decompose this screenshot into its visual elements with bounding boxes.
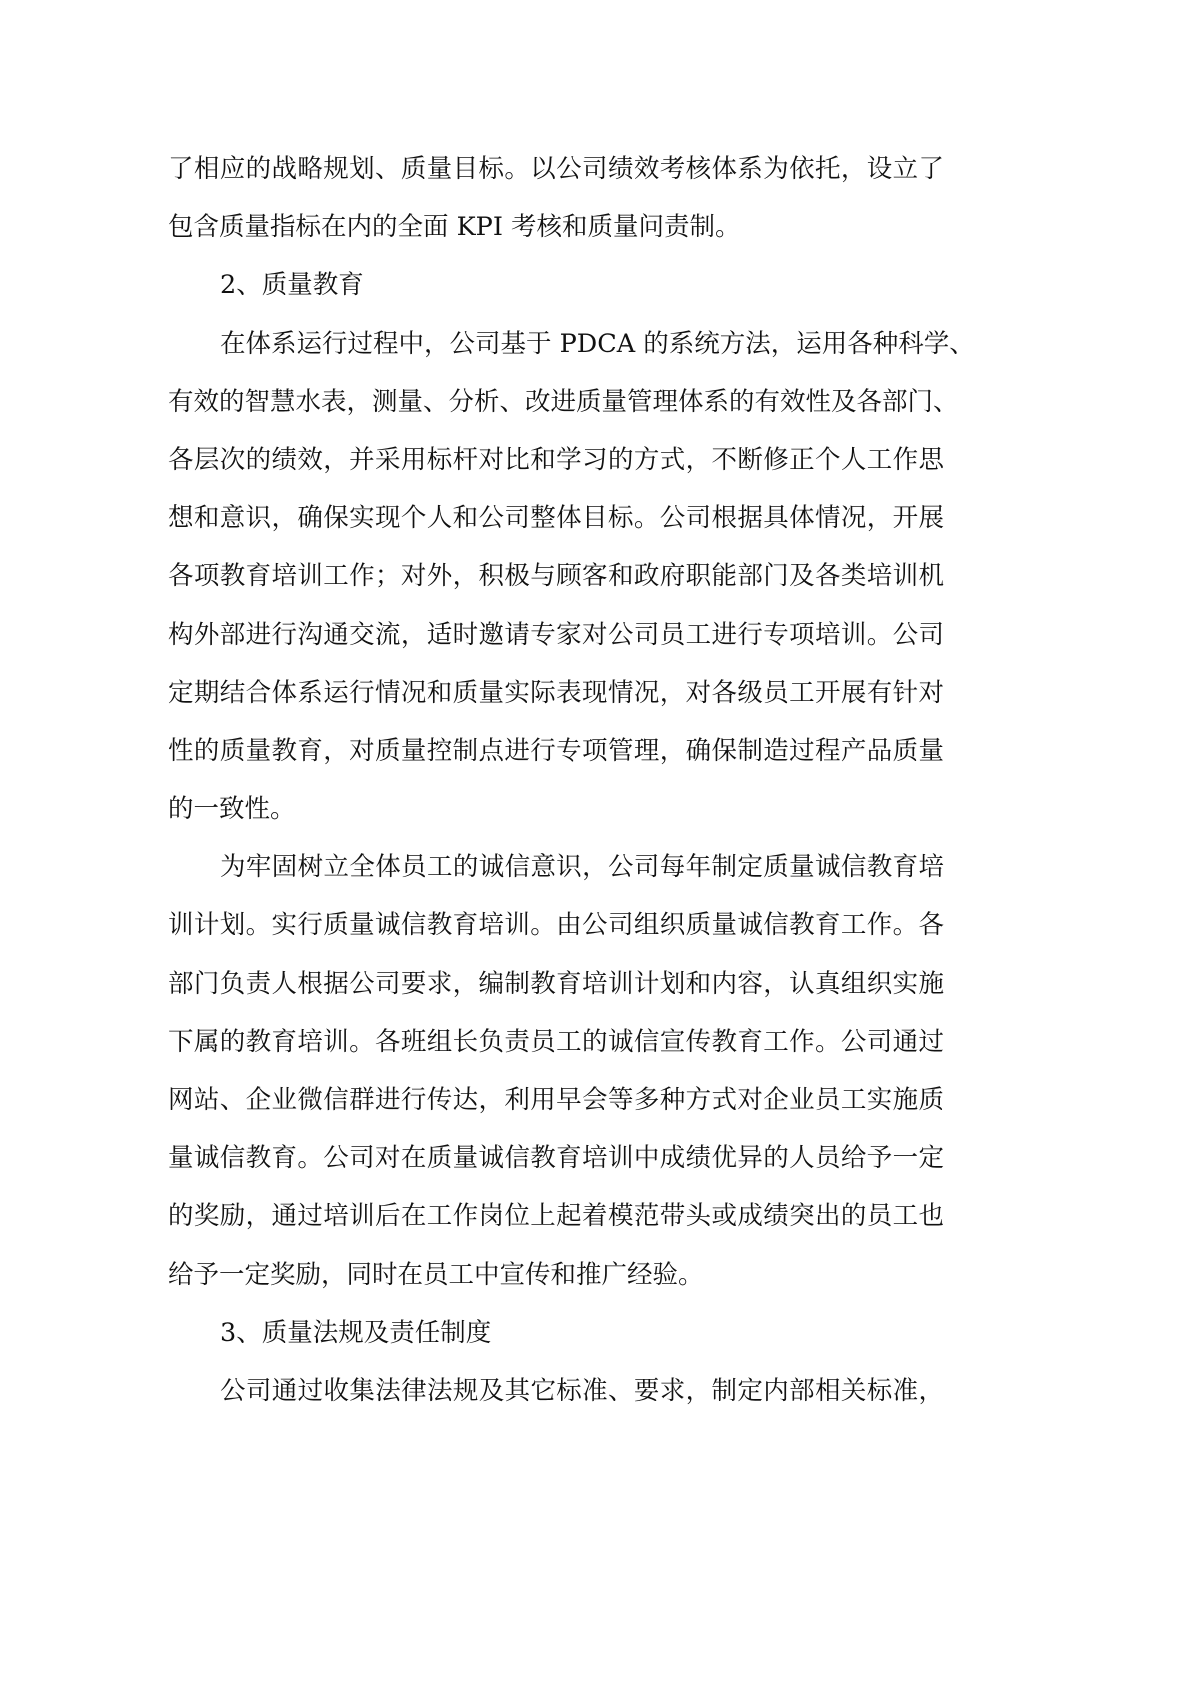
document-page bbox=[168, 140, 975, 1420]
paragraph-continuation bbox=[168, 140, 944, 256]
text-line: 定期结合体系运行情况和质量实际表现情况，对各级员工开展有针对 bbox=[168, 677, 944, 708]
text-line: 的一致性。 bbox=[168, 794, 296, 825]
paragraph-regulations bbox=[168, 1362, 944, 1420]
paragraph-integrity-training bbox=[168, 838, 944, 1304]
text-line: 了相应的战略规划、质量目标。以公司绩效考核体系为依托，设立了 bbox=[168, 154, 944, 184]
section-heading-quality-education: 2、质量教育 bbox=[220, 270, 364, 301]
text-line: 各层次的绩效，并采用标杆对比和学习的方式，不断修正个人工作思 bbox=[168, 444, 944, 475]
text-line: 的奖励，通过培训后在工作岗位上起着模范带头或成绩突出的员工也 bbox=[168, 1201, 944, 1232]
text-line: 为牢固树立全体员工的诚信意识，公司每年制定质量诚信教育培 bbox=[220, 852, 944, 883]
text-line: 量诚信教育。公司对在质量诚信教育培训中成绩优异的人员给予一定 bbox=[168, 1143, 944, 1174]
text-line: 在体系运行过程中，公司基于 PDCA 的系统方法，运用各种科学、 bbox=[220, 328, 975, 359]
text-line: 性的质量教育，对质量控制点进行专项管理，确保制造过程产品质量 bbox=[168, 735, 944, 766]
text-line: 下属的教育培训。各班组长负责员工的诚信宣传教育工作。公司通过 bbox=[168, 1026, 944, 1057]
text-line: 构外部进行沟通交流，适时邀请专家对公司员工进行专项培训。公司 bbox=[168, 619, 944, 650]
text-line: 想和意识，确保实现个人和公司整体目标。公司根据具体情况，开展 bbox=[168, 503, 944, 534]
text-line: 网站、企业微信群进行传达，利用早会等多种方式对企业员工实施质 bbox=[168, 1085, 944, 1115]
text-line: 各项教育培训工作；对外，积极与顾客和政府职能部门及各类培训机 bbox=[168, 561, 944, 592]
text-line: 部门负责人根据公司要求，编制教育培训计划和内容，认真组织实施 bbox=[168, 968, 944, 999]
text-line: 训计划。实行质量诚信教育培训。由公司组织质量诚信教育工作。各 bbox=[168, 910, 944, 941]
text-line: 给予一定奖励，同时在员工中宣传和推广经验。 bbox=[168, 1259, 704, 1290]
section-heading-quality-regulations: 3、质量法规及责任制度 bbox=[220, 1317, 492, 1348]
text-line: 包含质量指标在内的全面 KPI 考核和质量问责制。 bbox=[168, 212, 741, 243]
text-line: 公司通过收集法律法规及其它标准、要求，制定内部相关标准， bbox=[220, 1375, 944, 1406]
paragraph-pdca bbox=[168, 315, 975, 839]
text-line: 有效的智慧水表，测量、分析、改进质量管理体系的有效性及各部门、 bbox=[168, 386, 959, 417]
